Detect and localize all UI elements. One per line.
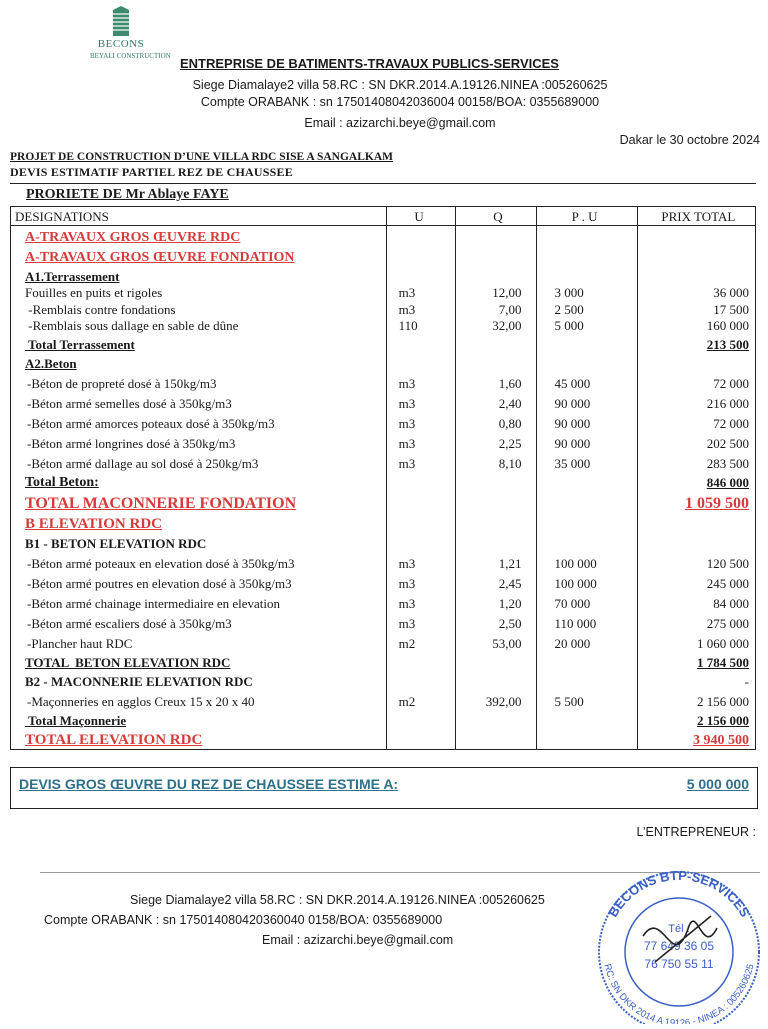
row-quantity: 1,60 xyxy=(456,372,536,392)
row-total: 213 500 xyxy=(637,334,755,353)
row-unit xyxy=(386,472,456,491)
stamp-top-text: BECONS BTP-SERVICES xyxy=(605,867,753,920)
row-designation: -Béton armé amorces poteaux dosé à 350kg/m3 xyxy=(11,412,387,432)
row-designation: A1.Terrassement xyxy=(11,266,387,285)
row-unit-price xyxy=(536,246,637,266)
row-quantity: 392,00 xyxy=(456,690,536,710)
row-total: 846 000 xyxy=(637,472,755,491)
row-total: - xyxy=(637,671,755,690)
row-unit xyxy=(386,729,456,749)
row-designation: -Remblais sous dallage en sable de dûne xyxy=(11,318,387,335)
table-row xyxy=(11,729,756,749)
row-total: 84 000 xyxy=(637,592,755,612)
building-logo-icon xyxy=(90,4,152,38)
row-total xyxy=(637,353,755,372)
row-unit-price: 70 000 xyxy=(536,592,637,612)
row-quantity: 0,80 xyxy=(456,412,536,432)
owner-name: PRORIETE DE Mr Ablaye FAYE xyxy=(26,187,229,202)
row-designation: A-TRAVAUX GROS ŒUVRE RDC xyxy=(11,226,387,246)
row-unit: m2 xyxy=(386,690,456,710)
row-unit: 110 xyxy=(386,318,456,335)
header-total-price: PRIX TOTAL xyxy=(637,207,755,226)
row-unit: m3 xyxy=(386,412,456,432)
table-row xyxy=(11,513,756,533)
row-unit-price xyxy=(536,513,637,533)
table-row xyxy=(11,392,756,412)
row-quantity: 2,45 xyxy=(456,572,536,592)
table-row xyxy=(11,353,756,372)
table-row xyxy=(11,612,756,632)
row-designation: A2.Beton xyxy=(11,353,387,372)
row-unit-price xyxy=(536,729,637,749)
row-unit xyxy=(386,491,456,513)
devis-title: DEVIS ESTIMATIF PARTIEL REZ DE CHAUSSEE xyxy=(10,165,293,179)
row-designation: -Béton armé poteaux en elevation dosé à 350kg/m3 xyxy=(11,552,387,572)
row-unit: m3 xyxy=(386,432,456,452)
table-header-row xyxy=(11,207,756,226)
table-row xyxy=(11,452,756,472)
row-quantity: 1,20 xyxy=(456,592,536,612)
row-unit-price xyxy=(536,334,637,353)
footer-email: Email : azizarchi.beye@gmail.com xyxy=(262,933,454,947)
row-designation: -Béton armé chainage intermediaire en elevation xyxy=(11,592,387,612)
row-quantity xyxy=(456,353,536,372)
logo-name: BECONS xyxy=(97,38,145,50)
row-total xyxy=(637,226,755,246)
row-designation: Total Terrassement xyxy=(11,334,387,353)
row-unit-price: 5 500 xyxy=(536,690,637,710)
row-unit-price xyxy=(536,710,637,729)
row-unit-price: 90 000 xyxy=(536,432,637,452)
row-designation: Total Beton: xyxy=(11,472,387,491)
row-total: 120 500 xyxy=(637,552,755,572)
row-unit: m3 xyxy=(386,285,456,302)
row-quantity: 2,25 xyxy=(456,432,536,452)
row-unit xyxy=(386,710,456,729)
row-unit-price xyxy=(536,671,637,690)
row-total: 3 940 500 xyxy=(637,729,755,749)
row-unit-price xyxy=(536,533,637,552)
row-quantity xyxy=(456,533,536,552)
company-stamp xyxy=(593,866,765,1024)
row-unit-price xyxy=(536,266,637,285)
row-designation: B ELEVATION RDC xyxy=(11,513,387,533)
row-total: 160 000 xyxy=(637,318,755,335)
table-row xyxy=(11,632,756,652)
table-row xyxy=(11,246,756,266)
row-total: 17 500 xyxy=(637,301,755,318)
row-designation: Total Maçonnerie xyxy=(11,710,387,729)
row-quantity xyxy=(456,513,536,533)
row-designation: Fouilles en puits et rigoles xyxy=(11,285,387,302)
stamp-bottom-text: RC: SN DKR 2014 A 19126 - NINEA : 005260625 xyxy=(601,962,757,1024)
row-unit-price: 35 000 xyxy=(536,452,637,472)
row-designation: -Béton armé poutres en elevation dosé à 350kg/m3 xyxy=(11,572,387,592)
header-email: Email : azizarchi.beye@gmail.com xyxy=(304,116,496,130)
table-row xyxy=(11,318,756,335)
row-unit xyxy=(386,353,456,372)
row-designation: -Maçonneries en agglos Creux 15 x 20 x 40 xyxy=(11,690,387,710)
row-quantity xyxy=(456,246,536,266)
table-row xyxy=(11,652,756,671)
table-row xyxy=(11,710,756,729)
table-row xyxy=(11,285,756,302)
row-unit: m3 xyxy=(386,392,456,412)
row-total: 72 000 xyxy=(637,412,755,432)
header-quantity: Q xyxy=(456,207,536,226)
row-unit xyxy=(386,533,456,552)
company-logo xyxy=(90,4,180,60)
row-total: 2 156 000 xyxy=(637,710,755,729)
table-row xyxy=(11,491,756,513)
document-date: Dakar le 30 octobre 2024 xyxy=(619,133,760,147)
row-total: 245 000 xyxy=(637,572,755,592)
table-row xyxy=(11,533,756,552)
row-designation: -Béton armé longrines dosé à 350kg/m3 xyxy=(11,432,387,452)
row-quantity: 53,00 xyxy=(456,632,536,652)
row-designation: TOTAL BETON ELEVATION RDC xyxy=(11,652,387,671)
row-unit-price: 5 000 xyxy=(536,318,637,335)
row-unit-price: 3 000 xyxy=(536,285,637,302)
table-row xyxy=(11,266,756,285)
row-quantity xyxy=(456,334,536,353)
row-quantity: 32,00 xyxy=(456,318,536,335)
project-title: PROJET DE CONSTRUCTION D’UNE VILLA RDC SISE A SANGALKAM xyxy=(10,151,393,163)
row-unit xyxy=(386,513,456,533)
row-designation: A-TRAVAUX GROS ŒUVRE FONDATION xyxy=(11,246,387,266)
row-quantity xyxy=(456,266,536,285)
row-total: 275 000 xyxy=(637,612,755,632)
row-unit-price: 100 000 xyxy=(536,572,637,592)
row-unit-price: 90 000 xyxy=(536,412,637,432)
row-designation: B2 - MACONNERIE ELEVATION RDC xyxy=(11,671,387,690)
logo-subtitle: BEYALI CONSTRUCTION xyxy=(90,52,171,60)
row-unit-price: 2 500 xyxy=(536,301,637,318)
row-total xyxy=(637,246,755,266)
row-quantity: 2,40 xyxy=(456,392,536,412)
row-total: 283 500 xyxy=(637,452,755,472)
row-unit-price: 90 000 xyxy=(536,392,637,412)
table-row xyxy=(11,372,756,392)
row-unit-price: 20 000 xyxy=(536,632,637,652)
row-unit xyxy=(386,671,456,690)
header-unit: U xyxy=(386,207,456,226)
header-designations: DESIGNATIONS xyxy=(11,207,387,226)
row-unit xyxy=(386,334,456,353)
footer-address: Siege Diamalaye2 villa 58.RC : SN DKR.2014.A.19126.NINEA :005260625 xyxy=(130,893,545,907)
row-quantity: 2,50 xyxy=(456,612,536,632)
row-designation: -Béton armé semelles dosé à 350kg/m3 xyxy=(11,392,387,412)
row-quantity xyxy=(456,671,536,690)
table-row xyxy=(11,690,756,710)
table-row xyxy=(11,412,756,432)
row-designation: -Plancher haut RDC xyxy=(11,632,387,652)
row-unit-price xyxy=(536,472,637,491)
row-unit-price: 100 000 xyxy=(536,552,637,572)
row-unit xyxy=(386,652,456,671)
header-unit-price: P . U xyxy=(536,207,637,226)
entrepreneur-label: L’ENTREPRENEUR : xyxy=(636,825,756,839)
row-unit: m3 xyxy=(386,301,456,318)
row-total: 216 000 xyxy=(637,392,755,412)
table-row xyxy=(11,671,756,690)
row-quantity xyxy=(456,652,536,671)
estimate-table xyxy=(10,206,756,750)
row-quantity xyxy=(456,491,536,513)
row-quantity xyxy=(456,226,536,246)
row-unit-price xyxy=(536,226,637,246)
header-bank: Compte ORABANK : sn 17501408042036004 00158/BOA: 0355689000 xyxy=(200,95,600,109)
row-unit: m3 xyxy=(386,592,456,612)
stamp-tel-label: Tél : xyxy=(668,923,690,935)
row-unit: m2 xyxy=(386,632,456,652)
table-row xyxy=(11,552,756,572)
row-unit: m3 xyxy=(386,612,456,632)
row-quantity: 7,00 xyxy=(456,301,536,318)
row-designation: -Béton armé escaliers dosé à 350kg/m3 xyxy=(11,612,387,632)
row-unit: m3 xyxy=(386,372,456,392)
row-total xyxy=(637,266,755,285)
row-unit: m3 xyxy=(386,572,456,592)
stamp-seal-icon xyxy=(593,866,765,1024)
stamp-tel-2: 76 750 55 11 xyxy=(644,957,714,971)
summary-label: DEVIS GROS ŒUVRE DU REZ DE CHAUSSEE ESTIME A: xyxy=(19,776,399,792)
row-total: 1 059 500 xyxy=(637,491,755,513)
row-designation: -Béton armé dallage au sol dosé à 250kg/m3 xyxy=(11,452,387,472)
row-unit-price: 110 000 xyxy=(536,612,637,632)
row-unit xyxy=(386,266,456,285)
row-total xyxy=(637,513,755,533)
row-unit-price xyxy=(536,491,637,513)
row-total: 72 000 xyxy=(637,372,755,392)
row-quantity: 8,10 xyxy=(456,452,536,472)
row-quantity xyxy=(456,729,536,749)
row-total xyxy=(637,533,755,552)
summary-box xyxy=(10,767,758,809)
table-row xyxy=(11,572,756,592)
table-row xyxy=(11,226,756,246)
table-row xyxy=(11,432,756,452)
row-unit-price xyxy=(536,353,637,372)
row-total: 1 784 500 xyxy=(637,652,755,671)
table-row xyxy=(11,301,756,318)
row-quantity xyxy=(456,710,536,729)
row-quantity: 12,00 xyxy=(456,285,536,302)
table-row xyxy=(11,592,756,612)
row-designation: TOTAL ELEVATION RDC xyxy=(11,729,387,749)
row-unit xyxy=(386,246,456,266)
divider xyxy=(10,183,756,184)
table-row xyxy=(11,472,756,491)
row-unit-price xyxy=(536,652,637,671)
company-title: ENTREPRISE DE BATIMENTS-TRAVAUX PUBLICS-SERVICES xyxy=(180,56,559,71)
row-total: 36 000 xyxy=(637,285,755,302)
row-unit xyxy=(386,226,456,246)
header-address: Siege Diamalaye2 villa 58.RC : SN DKR.2014.A.19126.NINEA :005260625 xyxy=(192,78,608,92)
row-designation: B1 - BETON ELEVATION RDC xyxy=(11,533,387,552)
table-row xyxy=(11,334,756,353)
row-unit: m3 xyxy=(386,552,456,572)
summary-value: 5 000 000 xyxy=(686,776,749,792)
stamp-tel-1: 77 649 36 05 xyxy=(643,939,715,953)
row-unit: m3 xyxy=(386,452,456,472)
row-quantity: 1,21 xyxy=(456,552,536,572)
row-unit-price: 45 000 xyxy=(536,372,637,392)
row-total: 2 156 000 xyxy=(637,690,755,710)
row-designation: TOTAL MACONNERIE FONDATION xyxy=(11,491,387,513)
row-designation: -Remblais contre fondations xyxy=(11,301,387,318)
row-designation: -Béton de propreté dosé à 150kg/m3 xyxy=(11,372,387,392)
row-quantity xyxy=(456,472,536,491)
row-total: 1 060 000 xyxy=(637,632,755,652)
footer-bank: Compte ORABANK : sn 175014080420360040 0158/BOA: 0355689000 xyxy=(44,913,443,927)
row-total: 202 500 xyxy=(637,432,755,452)
